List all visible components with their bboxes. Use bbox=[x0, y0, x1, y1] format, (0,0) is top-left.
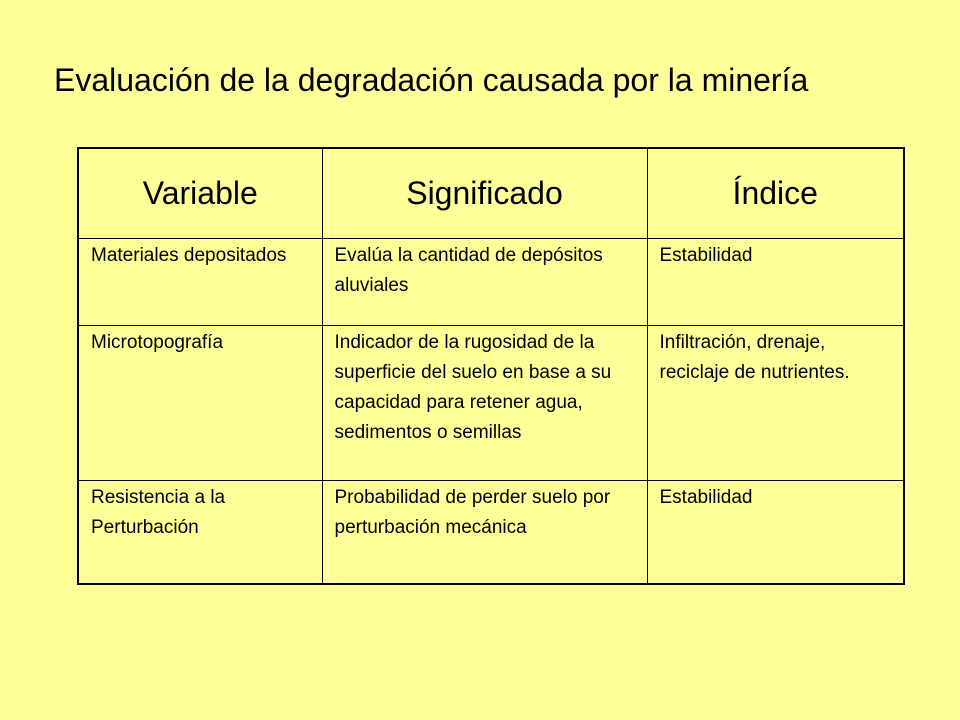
table-header bbox=[78, 148, 904, 239]
slide-title: Evaluación de la degradación causada por la minería bbox=[54, 62, 809, 98]
cell-variable: Microtopografía bbox=[78, 326, 322, 481]
cell-variable: Materiales depositados bbox=[78, 239, 322, 326]
degradation-table bbox=[77, 147, 905, 585]
header-indice: Índice bbox=[647, 148, 904, 239]
cell-significado: Evalúa la cantidad de depósitos aluviales bbox=[322, 239, 647, 326]
cell-indice: Estabilidad bbox=[647, 239, 904, 326]
cell-indice: Estabilidad bbox=[647, 481, 904, 585]
header-row bbox=[78, 148, 904, 239]
cell-significado: Probabilidad de perder suelo por perturbación mecánica bbox=[322, 481, 647, 585]
table-row bbox=[78, 326, 904, 481]
header-variable: Variable bbox=[78, 148, 322, 239]
table-row bbox=[78, 481, 904, 585]
cell-variable: Resistencia a la Perturbación bbox=[78, 481, 322, 585]
table-body bbox=[78, 239, 904, 585]
table-row bbox=[78, 239, 904, 326]
header-significado: Significado bbox=[322, 148, 647, 239]
cell-indice: Infiltración, drenaje, reciclaje de nutrientes. bbox=[647, 326, 904, 481]
cell-significado: Indicador de la rugosidad de la superficie del suelo en base a su capacidad para retener agua, sedimentos o semillas bbox=[322, 326, 647, 481]
